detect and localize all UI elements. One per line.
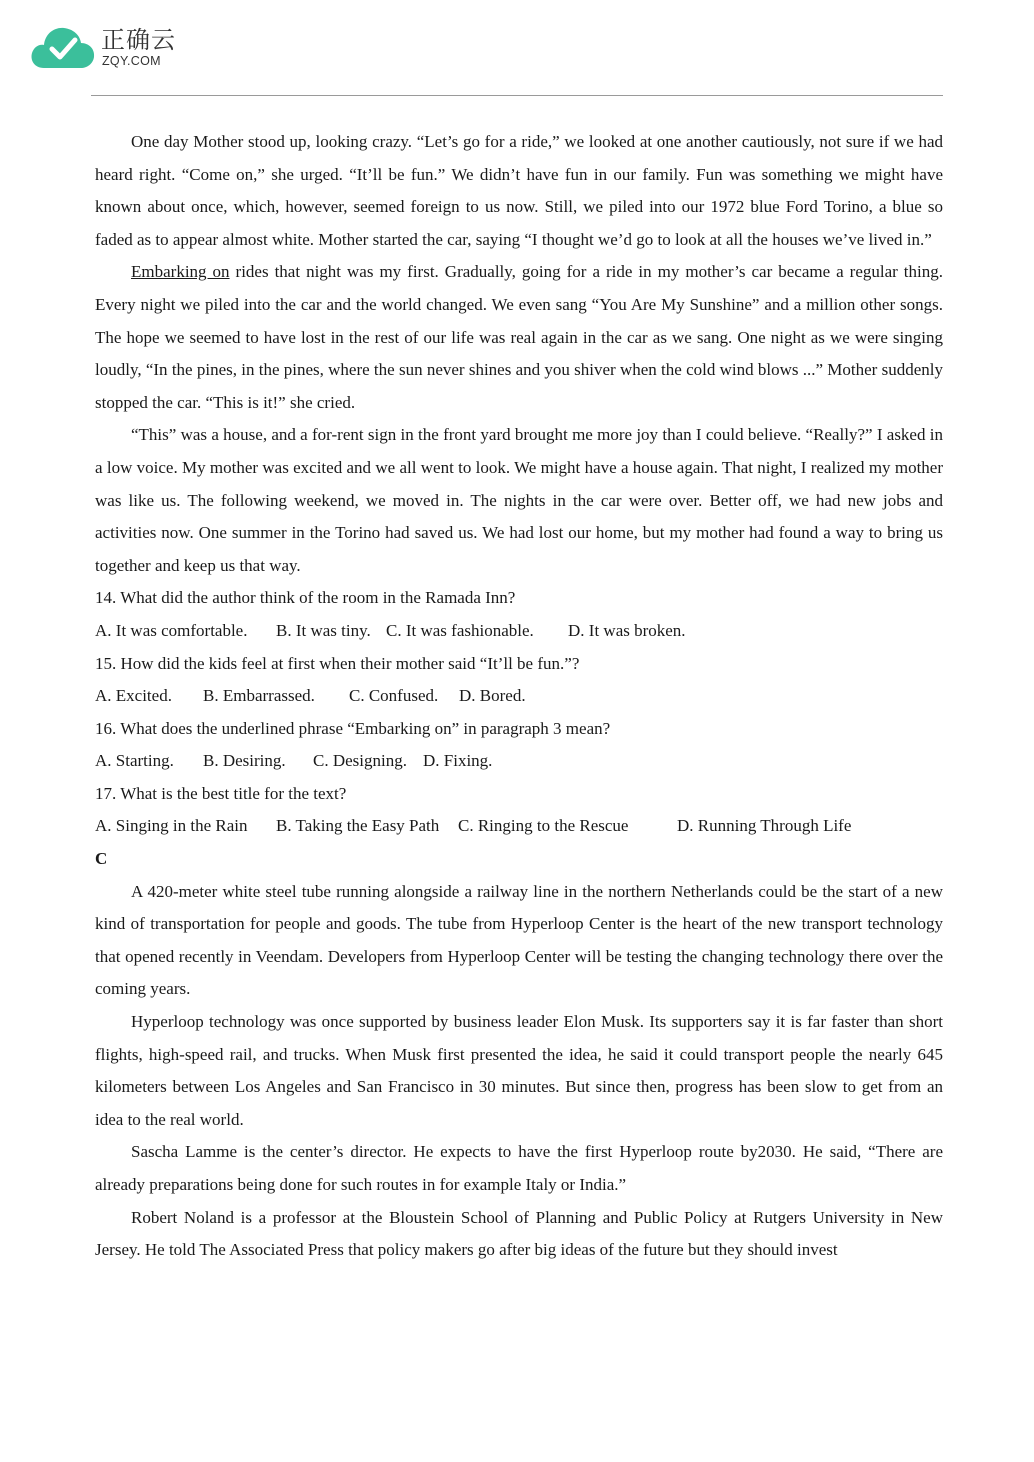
- section-heading: C: [95, 849, 108, 869]
- option: B. Taking the Easy Path: [276, 816, 440, 836]
- zqy-cloud-check-logo: [30, 22, 96, 72]
- question-17-options: [95, 810, 943, 843]
- passage-c-paragraph-2: Hyperloop technology was once supported by business leader Elon Musk. Its supporters say it is far faster than short flights, high-speed rail, and trucks. When Musk first presented the idea, he said it could transport people the nearly 645 kilometers between Los Angeles and San Francisco in 30 minutes. But since then, progress has been slow to get from an idea to the real world.: [95, 1012, 943, 1129]
- option: B. Embarrassed.: [203, 686, 315, 706]
- option: D. Bored.: [459, 686, 526, 706]
- brand-name-cn: 正确云: [101, 26, 176, 54]
- option: C. It was fashionable.: [386, 620, 534, 640]
- passage-c-paragraph-3: Sascha Lamme is the center’s director. He expects to have the first Hyperloop route by2030. He said, “There are already preparations being done for such routes in for example Italy or India.”: [95, 1142, 943, 1194]
- option: D. It was broken.: [568, 620, 686, 640]
- option: A. Starting.: [95, 751, 174, 771]
- option: D. Running Through Life: [677, 816, 852, 836]
- option: A. Singing in the Rain: [95, 816, 248, 836]
- question-15-options: [95, 680, 943, 713]
- question-16-options: [95, 745, 943, 778]
- page-header: [30, 22, 1010, 74]
- option: C. Confused.: [349, 686, 439, 706]
- option: C. Ringing to the Rescue: [458, 816, 629, 836]
- option: D. Fixing.: [423, 751, 493, 771]
- passage-b-paragraph-1: One day Mother stood up, looking crazy. “Let’s go for a ride,” we looked at one another cautiously, not sure if we had heard right. “Come on,” she urged. “It’ll be fun.” We didn’t have fun in our family. Fun was something we might have known about once, which, however, seemed foreign to us now. Still, we piled into our 1972 blue Ford Torino, a blue so faded as to appear almost white. Mother started the car, saying “I thought we’d go to look at all the houses we’ve lived in.”: [95, 132, 943, 249]
- question-16: 16. What does the underlined phrase “Embarking on” in paragraph 3 mean?: [95, 718, 611, 738]
- option: A. It was comfortable.: [95, 620, 248, 640]
- underlined-phrase: Embarking on: [131, 262, 230, 282]
- passage-b-paragraph-2: [95, 256, 943, 419]
- question-14-options: [95, 615, 943, 648]
- option: C. Designing.: [313, 751, 407, 771]
- option: B. It was tiny.: [276, 620, 371, 640]
- option: B. Desiring.: [203, 751, 286, 771]
- option: A. Excited.: [95, 686, 172, 706]
- question-17: 17. What is the best title for the text?: [95, 783, 347, 803]
- header-divider: [91, 95, 943, 96]
- question-14: 14. What did the author think of the room in the Ramada Inn?: [95, 588, 516, 608]
- passage-b-paragraph-3: “This” was a house, and a for-rent sign in the front yard brought me more joy than I could believe. “Really?” I asked in a low voice. My mother was excited and we all went to look. We might have a house again. That night, I realized my mother was like us. The following weekend, we moved in. The nights in the car were over. Better off, we had new jobs and activities now. One summer in the Torino had saved us. We had lost our home, but my mother had found a way to bring us together and keep us that way.: [95, 425, 943, 575]
- brand-name-en: ZQY.COM: [102, 54, 161, 68]
- passage-c-paragraph-1: A 420-meter white steel tube running alongside a railway line in the northern Netherlands could be the start of a new kind of transportation for people and goods. The tube from Hyperloop Center is the heart of the new transport technology that opened recently in Veendam. Developers from Hyperloop Center will be testing the changing technology there over the coming years.: [95, 881, 943, 999]
- document-body: [95, 126, 943, 1267]
- passage-c-paragraph-4: Robert Noland is a professor at the Bloustein School of Planning and Public Policy at Rutgers University in New Jersey. He told The Associated Press that policy makers go after big ideas of the future but they should invest: [95, 1207, 943, 1260]
- paragraph-2-text: rides that night was my first. Gradually, going for a ride in my mother’s car became a regular thing. Every night we piled into the car and the world changed. We even sang “You Are My Sunshine” and a million other songs. The hope we seemed to have lost in the rest of our life was real again in the car as we sang. One night as we were singing loudly, “In the pines, in the pines, where the sun never shines and you shiver when the cold wind blows ...” Mother suddenly stopped the car. “This is it!” she cried.: [95, 262, 943, 412]
- question-15: 15. How did the kids feel at first when their mother said “It’ll be fun.”?: [95, 653, 580, 673]
